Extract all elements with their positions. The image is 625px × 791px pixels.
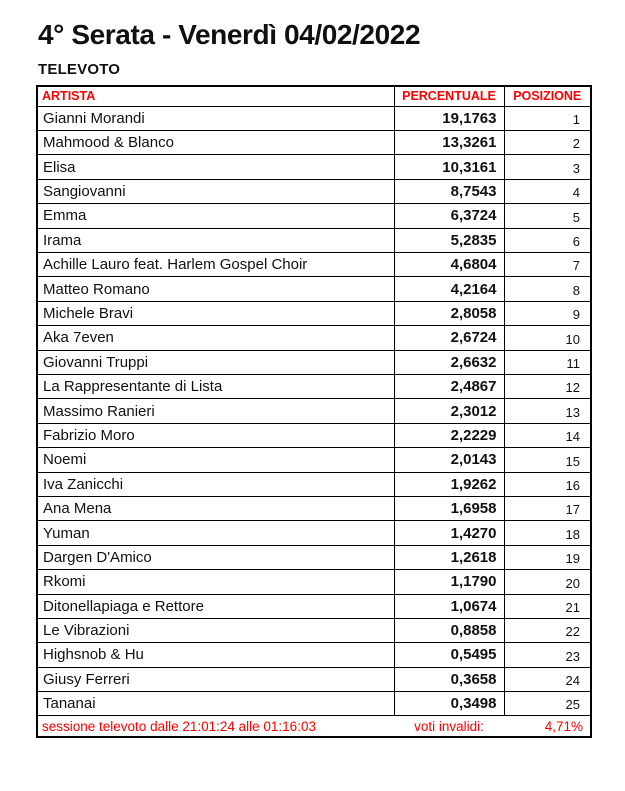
artist-name: Giovanni Truppi — [37, 350, 394, 374]
table-body — [37, 106, 591, 716]
percentage-value: 0,8858 — [394, 618, 504, 642]
table-row — [37, 448, 591, 472]
table-row — [37, 618, 591, 642]
table-row — [37, 106, 591, 130]
percentage-value: 2,6632 — [394, 350, 504, 374]
position-value: 8 — [504, 277, 591, 301]
position-value: 6 — [504, 228, 591, 252]
percentage-value: 2,8058 — [394, 301, 504, 325]
position-value: 16 — [504, 472, 591, 496]
position-value: 9 — [504, 301, 591, 325]
page-subtitle: TELEVOTO — [38, 61, 121, 79]
percentage-value: 6,3724 — [394, 204, 504, 228]
position-value: 4 — [504, 179, 591, 203]
percentage-value: 0,3498 — [394, 692, 504, 716]
percentage-value: 2,0143 — [394, 448, 504, 472]
table-row — [37, 692, 591, 716]
position-value: 7 — [504, 253, 591, 277]
artist-name: Elisa — [37, 155, 394, 179]
artist-name: Emma — [37, 204, 394, 228]
position-value: 19 — [504, 545, 591, 569]
position-value: 15 — [504, 448, 591, 472]
position-value: 21 — [504, 594, 591, 618]
position-value: 2 — [504, 131, 591, 155]
invalid-votes-label: voti invalidi: — [394, 716, 504, 737]
table-row — [37, 472, 591, 496]
position-value: 1 — [504, 106, 591, 130]
position-value: 24 — [504, 667, 591, 691]
percentage-value: 1,1790 — [394, 570, 504, 594]
page-title: 4° Serata - Venerdì 04/02/2022 — [38, 19, 421, 50]
table-row — [37, 179, 591, 203]
percentage-value: 0,3658 — [394, 667, 504, 691]
table-row — [37, 545, 591, 569]
percentage-value: 0,5495 — [394, 643, 504, 667]
artist-name: Highsnob & Hu — [37, 643, 394, 667]
percentage-value: 4,6804 — [394, 253, 504, 277]
artist-name: Giusy Ferreri — [37, 667, 394, 691]
artist-name: Aka 7even — [37, 326, 394, 350]
artist-name: Le Vibrazioni — [37, 618, 394, 642]
percentage-value: 2,3012 — [394, 399, 504, 423]
artist-name: Iva Zanicchi — [37, 472, 394, 496]
televoting-session-info: sessione televoto dalle 21:01:24 alle 01:16:03 — [37, 716, 394, 737]
column-header-posizione: POSIZIONE — [504, 86, 591, 106]
invalid-votes-percentage: 4,71% — [504, 716, 591, 737]
percentage-value: 1,4270 — [394, 521, 504, 545]
artist-name: Mahmood & Blanco — [37, 131, 394, 155]
table-row — [37, 594, 591, 618]
table-row — [37, 667, 591, 691]
table-row — [37, 228, 591, 252]
table-row — [37, 399, 591, 423]
artist-name: Achille Lauro feat. Harlem Gospel Choir — [37, 253, 394, 277]
artist-name: Massimo Ranieri — [37, 399, 394, 423]
percentage-value: 1,6958 — [394, 496, 504, 520]
artist-name: Yuman — [37, 521, 394, 545]
table-row — [37, 326, 591, 350]
artist-name: Gianni Morandi — [37, 106, 394, 130]
position-value: 20 — [504, 570, 591, 594]
position-value: 11 — [504, 350, 591, 374]
position-value: 12 — [504, 374, 591, 398]
artist-name: Dargen D'Amico — [37, 545, 394, 569]
table-row — [37, 350, 591, 374]
position-value: 23 — [504, 643, 591, 667]
table-row — [37, 277, 591, 301]
percentage-value: 8,7543 — [394, 179, 504, 203]
position-value: 18 — [504, 521, 591, 545]
column-header-percentuale: PERCENTUALE — [394, 86, 504, 106]
percentage-value: 2,4867 — [394, 374, 504, 398]
artist-name: Sangiovanni — [37, 179, 394, 203]
percentage-value: 19,1763 — [394, 106, 504, 130]
percentage-value: 2,2229 — [394, 423, 504, 447]
column-header-artista: ARTISTA — [37, 86, 394, 106]
artist-name: Noemi — [37, 448, 394, 472]
artist-name: Ana Mena — [37, 496, 394, 520]
percentage-value: 1,2618 — [394, 545, 504, 569]
percentage-value: 5,2835 — [394, 228, 504, 252]
position-value: 14 — [504, 423, 591, 447]
position-value: 10 — [504, 326, 591, 350]
artist-name: La Rappresentante di Lista — [37, 374, 394, 398]
table-row — [37, 521, 591, 545]
position-value: 17 — [504, 496, 591, 520]
table-footer-row — [37, 716, 591, 737]
televoto-results-table — [36, 85, 592, 738]
percentage-value: 13,3261 — [394, 131, 504, 155]
table-row — [37, 301, 591, 325]
table-row — [37, 131, 591, 155]
percentage-value: 1,0674 — [394, 594, 504, 618]
table-row — [37, 253, 591, 277]
percentage-value: 1,9262 — [394, 472, 504, 496]
table-row — [37, 204, 591, 228]
position-value: 3 — [504, 155, 591, 179]
table-row — [37, 423, 591, 447]
artist-name: Ditonellapiaga e Rettore — [37, 594, 394, 618]
artist-name: Michele Bravi — [37, 301, 394, 325]
percentage-value: 2,6724 — [394, 326, 504, 350]
table-row — [37, 496, 591, 520]
table-row — [37, 643, 591, 667]
artist-name: Matteo Romano — [37, 277, 394, 301]
percentage-value: 4,2164 — [394, 277, 504, 301]
artist-name: Irama — [37, 228, 394, 252]
table-row — [37, 570, 591, 594]
position-value: 13 — [504, 399, 591, 423]
table-row — [37, 155, 591, 179]
position-value: 25 — [504, 692, 591, 716]
artist-name: Tananai — [37, 692, 394, 716]
artist-name: Fabrizio Moro — [37, 423, 394, 447]
position-value: 22 — [504, 618, 591, 642]
table-row — [37, 374, 591, 398]
percentage-value: 10,3161 — [394, 155, 504, 179]
artist-name: Rkomi — [37, 570, 394, 594]
position-value: 5 — [504, 204, 591, 228]
table-header-row — [37, 86, 591, 106]
